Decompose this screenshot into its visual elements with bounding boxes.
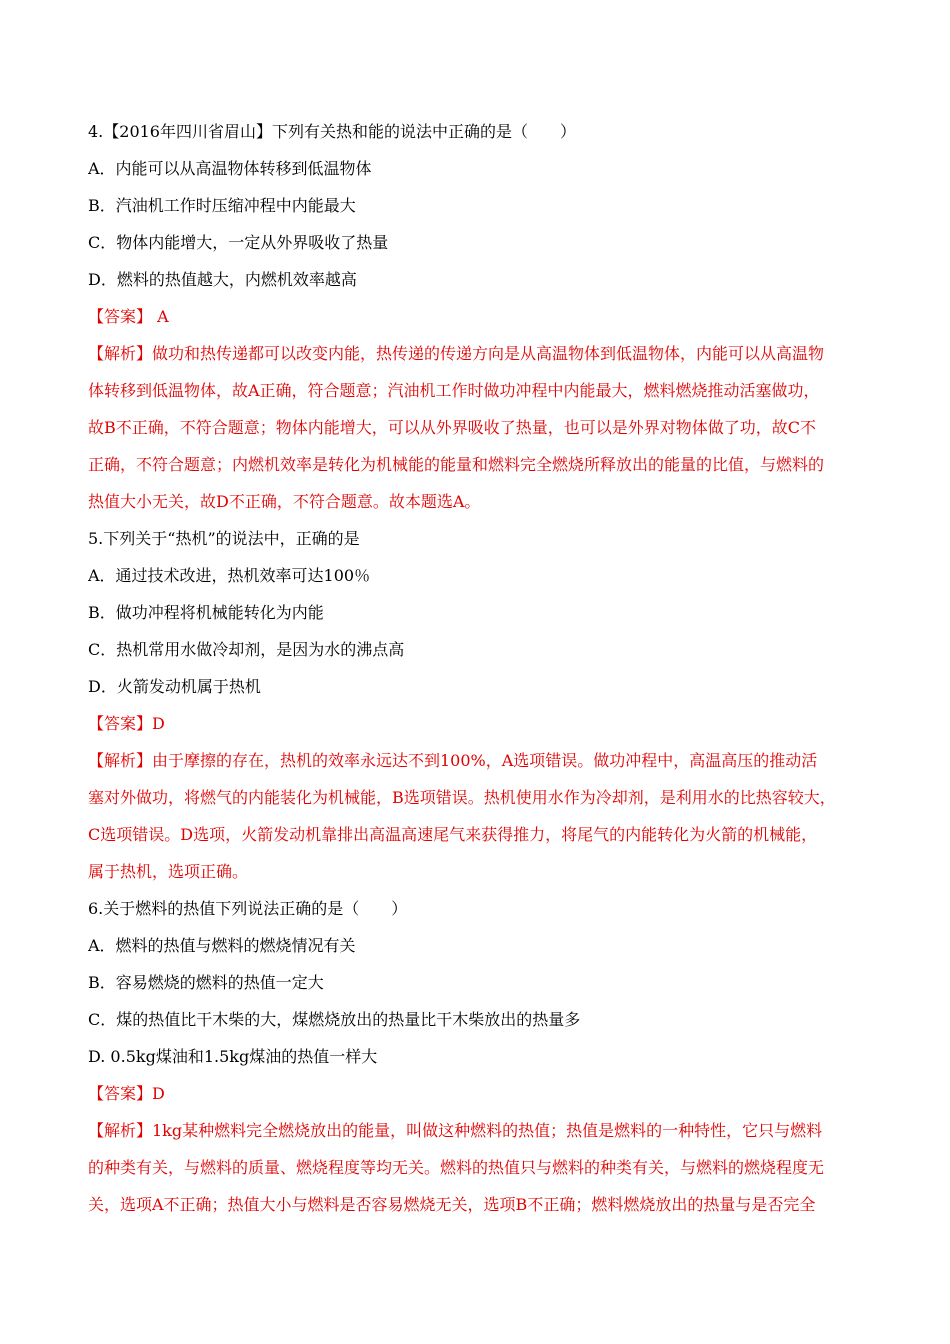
question-4-option-a: A．内能可以从高温物体转移到低温物体 xyxy=(88,159,372,178)
question-5-option-b: B．做功冲程将机械能转化为内能 xyxy=(88,603,324,622)
question-5-analysis-line: 塞对外做功，将燃气的内能装化为机械能，B选项错误。热机使用水作为冷却剂，是利用水的比热容较大， xyxy=(88,788,836,807)
question-6-analysis-line: 的种类有关，与燃料的质量、燃烧程度等均无关。燃料的热值只与燃料的种类有关，与燃料的燃烧程度无 xyxy=(88,1158,825,1177)
question-4-analysis-line: 热值大小无关，故D不正确，不符合题意。故本题选A。 xyxy=(88,492,481,511)
question-4-stem: 4.【2016年四川省眉山】下列有关热和能的说法中正确的是（ ） xyxy=(88,122,576,141)
question-6-option-b: B．容易燃烧的燃料的热值一定大 xyxy=(88,973,324,992)
question-6-answer: 【答案】D xyxy=(88,1084,165,1103)
question-6-stem: 6.关于燃料的热值下列说法正确的是（ ） xyxy=(88,899,408,918)
question-5-analysis-line: C选项错误。D选项，火箭发动机靠排出高温高速尾气来获得推力，将尾气的内能转化为火箭的机械能， xyxy=(88,825,818,844)
question-6-option-c: C．煤的热值比干木柴的大，煤燃烧放出的热量比干木柴放出的热量多 xyxy=(88,1010,581,1029)
question-6-option-a: A．燃料的热值与燃料的燃烧情况有关 xyxy=(88,936,356,955)
question-4-analysis-line: 故B不正确，不符合题意；物体内能增大，可以从外界吸收了热量，也可以是外界对物体做了功，故C不 xyxy=(88,418,817,437)
question-5-answer: 【答案】D xyxy=(88,714,165,733)
question-4-option-b: B．汽油机工作时压缩冲程中内能最大 xyxy=(88,196,356,215)
question-5-analysis-line: 属于热机，选项正确。 xyxy=(88,862,249,881)
question-6-analysis-line: 关，选项A不正确；热值大小与燃料是否容易燃烧无关，选项B不正确；燃料燃烧放出的热量与是否完全 xyxy=(88,1195,816,1214)
question-4-analysis-line: 正确，不符合题意；内燃机效率是转化为机械能的能量和燃料完全燃烧所释放出的能量的比值，与燃料的 xyxy=(88,455,825,474)
question-5-option-c: C．热机常用水做冷却剂，是因为水的沸点高 xyxy=(88,640,405,659)
question-4-answer: 【答案】 A xyxy=(88,307,169,326)
question-5-option-d: D．火箭发动机属于热机 xyxy=(88,677,261,696)
question-5-option-a: A．通过技术改进，热机效率可达100％ xyxy=(88,566,371,585)
page-content xyxy=(88,113,878,1223)
question-6-option-d: D. 0.5kg煤油和1.5kg煤油的热值一样大 xyxy=(88,1047,378,1066)
question-4-analysis-line: 体转移到低温物体，故A正确，符合题意；汽油机工作时做功冲程中内能最大，燃料燃烧推动活塞做功， xyxy=(88,381,820,400)
question-4-option-c: C．物体内能增大，一定从外界吸收了热量 xyxy=(88,233,389,252)
question-5-stem: 5.下列关于“热机”的说法中，正确的是 xyxy=(88,529,360,548)
question-4-option-d: D．燃料的热值越大，内燃机效率越高 xyxy=(88,270,357,289)
question-6-analysis-line: 【解析】1kg某种燃料完全燃烧放出的能量，叫做这种燃料的热值；热值是燃料的一种特性，它只与燃料 xyxy=(88,1121,823,1140)
question-5-analysis-line: 【解析】由于摩擦的存在，热机的效率永远达不到100%，A选项错误。做功冲程中，高温高压的推动活 xyxy=(88,751,818,770)
question-4-analysis-line: 【解析】做功和热传递都可以改变内能，热传递的传递方向是从高温物体到低温物体，内能可以从高温物 xyxy=(88,344,825,363)
